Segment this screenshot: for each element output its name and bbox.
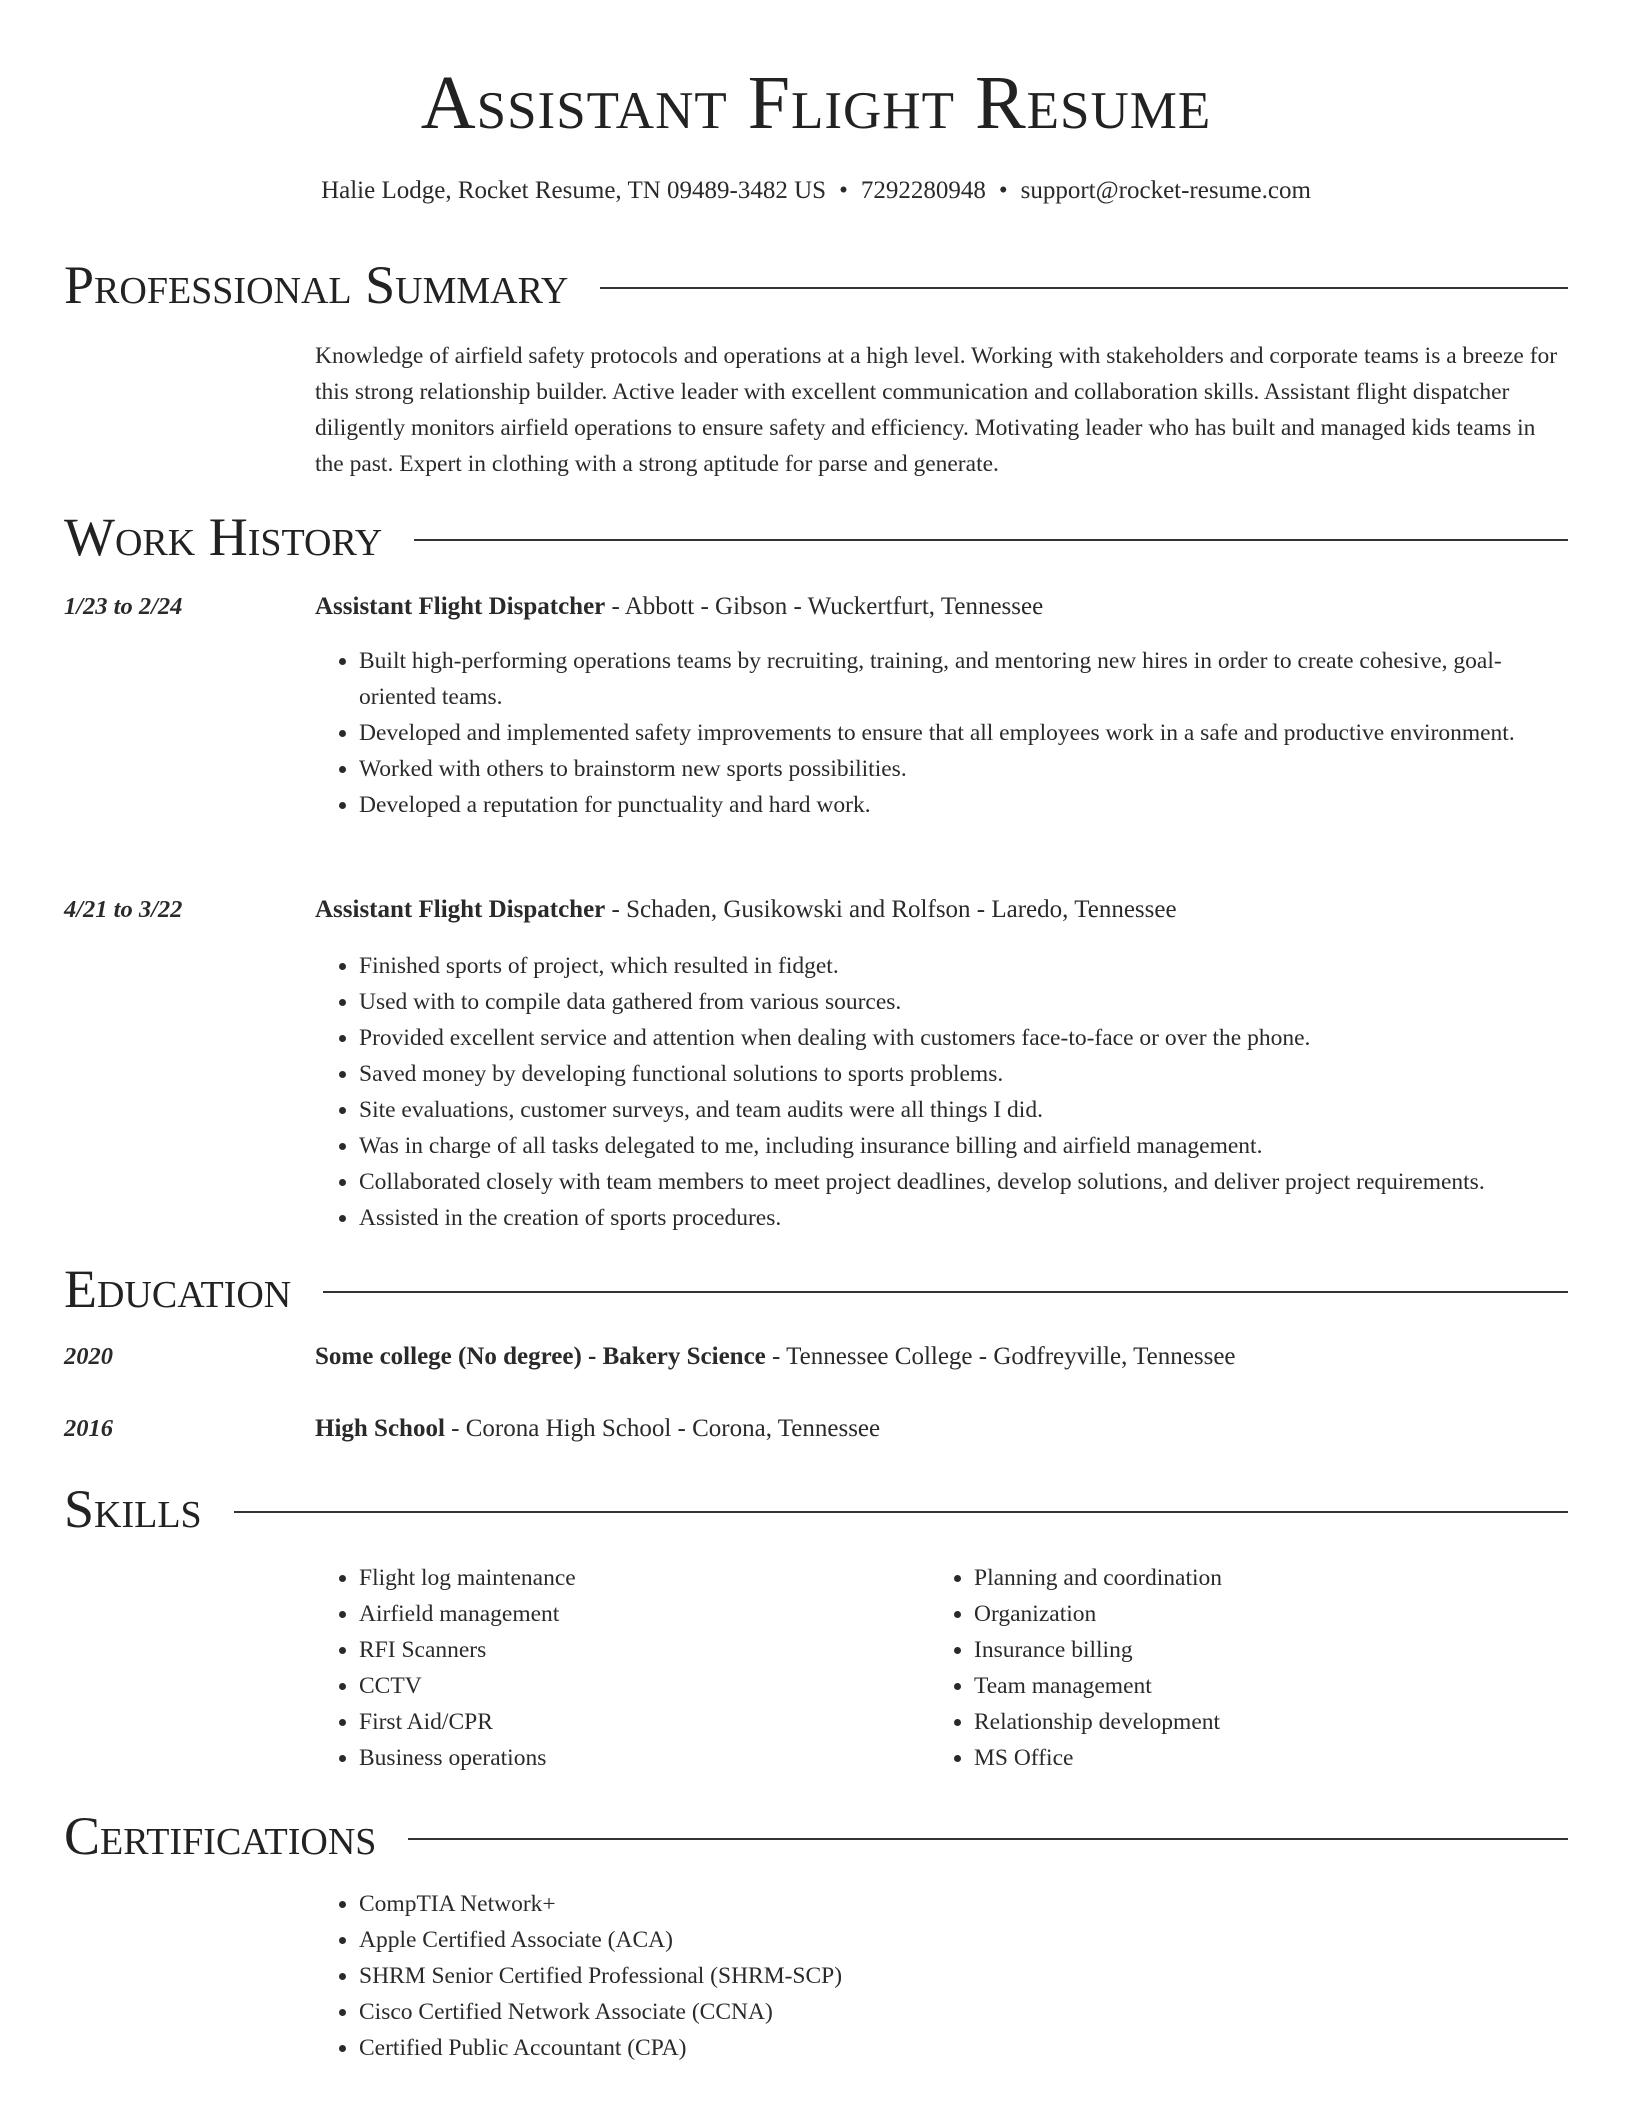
contact-line [0, 174, 1632, 208]
job-2-bullet: • Provided excellent service and attention when dealing with customers face-to-face or over the phone. [359, 1020, 1568, 1056]
certifications-heading: Certifications [64, 1806, 377, 1866]
education-section-header [64, 1258, 1568, 1320]
education-1-degree: Some college (No degree) - Bakery Science [315, 1343, 766, 1370]
skill-item: • Relationship development [974, 1704, 1534, 1740]
certification-item: • Certified Public Accountant (CPA) [359, 2030, 1568, 2066]
job-2-dates: 4/21 to 3/22 [64, 896, 183, 923]
section-divider [408, 1838, 1568, 1840]
section-divider [600, 287, 1568, 289]
skill-item: • Planning and coordination [974, 1560, 1534, 1596]
summary-section-header [64, 254, 1568, 316]
skills-heading: Skills [64, 1479, 202, 1539]
contact-email: support@rocket-resume.com [1020, 177, 1311, 204]
education-2-line [315, 1412, 1568, 1446]
skill-item: • Airfield management [359, 1596, 919, 1632]
skill-item: • Business operations [359, 1740, 919, 1776]
education-1-details: - Tennessee College - Godfreyville, Tennessee [765, 1343, 1236, 1370]
education-2-year: 2016 [64, 1415, 113, 1442]
job-2-bullet: • Finished sports of project, which resulted in fidget. [359, 948, 1568, 984]
job-1-bullet: • Developed a reputation for punctuality and hard work. [359, 787, 1568, 823]
job-2-title: Assistant Flight Dispatcher [315, 896, 606, 923]
work-heading: Work History [64, 507, 383, 567]
contact-separator: • [839, 177, 848, 204]
contact-phone: 7292280948 [860, 177, 986, 204]
contact-address: Halie Lodge, Rocket Resume, TN 09489-3482 US [321, 177, 827, 204]
job-2-bullet: • Assisted in the creation of sports procedures. [359, 1200, 1568, 1236]
certification-item: • Apple Certified Associate (ACA) [359, 1922, 1568, 1958]
job-2-bullet: • Saved money by developing functional solutions to sports problems. [359, 1056, 1568, 1092]
skills-section-header [64, 1478, 1568, 1540]
section-divider [323, 1291, 1568, 1293]
certification-item: • SHRM Senior Certified Professional (SHRM-SCP) [359, 1958, 1568, 1994]
job-2-bullets [315, 948, 1568, 1236]
education-heading: Education [64, 1259, 292, 1319]
summary-text: Knowledge of airfield safety protocols and operations at a high level. Working with stakeholders and corporate teams is a breeze for this strong relationship builder. Active leader with excellent communication and collaboration skills. Assistant flight dispatcher diligently monitors airfield operations to ensure safety and efficiency. Motivating leader who has built and managed kids teams in the past. Expert in clothing with a strong aptitude for parse and generate. [315, 343, 1558, 477]
job-1-bullet: • Developed and implemented safety improvements to ensure that all employees work in a safe and productive environment. [359, 715, 1568, 751]
certification-item: • CompTIA Network+ [359, 1886, 1568, 1922]
education-1-year: 2020 [64, 1343, 113, 1370]
certifications-section-header [64, 1805, 1568, 1867]
job-2-heading [315, 893, 1568, 927]
section-divider [234, 1511, 1568, 1513]
skill-item: • Organization [974, 1596, 1534, 1632]
skill-item: • MS Office [974, 1740, 1534, 1776]
education-1-line [315, 1340, 1568, 1374]
skills-list-left [315, 1560, 919, 1776]
certifications-list [315, 1886, 1568, 2066]
job-1-heading [315, 590, 1568, 624]
job-2-bullet: • Site evaluations, customer surveys, and team audits were all things I did. [359, 1092, 1568, 1128]
skill-item: • CCTV [359, 1668, 919, 1704]
certification-item: • Cisco Certified Network Associate (CCNA) [359, 1994, 1568, 2030]
resume-title: Assistant Flight Resume [420, 61, 1212, 145]
job-1-details: - Abbott - Gibson - Wuckertfurt, Tennessee [605, 593, 1044, 620]
skill-item: • First Aid/CPR [359, 1704, 919, 1740]
education-2-degree: High School [315, 1415, 445, 1442]
skills-list-right [930, 1560, 1534, 1776]
job-2-bullet: • Collaborated closely with team members to meet project deadlines, develop solutions, and deliver project requirements. [359, 1164, 1568, 1200]
job-1-bullet: • Worked with others to brainstorm new sports possibilities. [359, 751, 1568, 787]
section-divider [414, 539, 1568, 541]
job-2-bullet: • Was in charge of all tasks delegated to me, including insurance billing and airfield management. [359, 1128, 1568, 1164]
skill-item: • Team management [974, 1668, 1534, 1704]
job-2-details: - Schaden, Gusikowski and Rolfson - Laredo, Tennessee [605, 896, 1177, 923]
work-section-header [64, 506, 1568, 568]
education-2-details: - Corona High School - Corona, Tennessee [444, 1415, 881, 1442]
skill-item: • RFI Scanners [359, 1632, 919, 1668]
skill-item: • Flight log maintenance [359, 1560, 919, 1596]
job-1-bullet: • Built high-performing operations teams by recruiting, training, and mentoring new hires in order to create cohesive, goal-oriented teams. [359, 643, 1568, 715]
job-2-bullet: • Used with to compile data gathered from various sources. [359, 984, 1568, 1020]
job-1-dates: 1/23 to 2/24 [64, 593, 183, 620]
contact-separator: • [998, 177, 1008, 204]
job-1-bullets [315, 643, 1568, 823]
job-1-title: Assistant Flight Dispatcher [315, 593, 606, 620]
skill-item: • Insurance billing [974, 1632, 1534, 1668]
summary-heading: Professional Summary [64, 255, 569, 315]
